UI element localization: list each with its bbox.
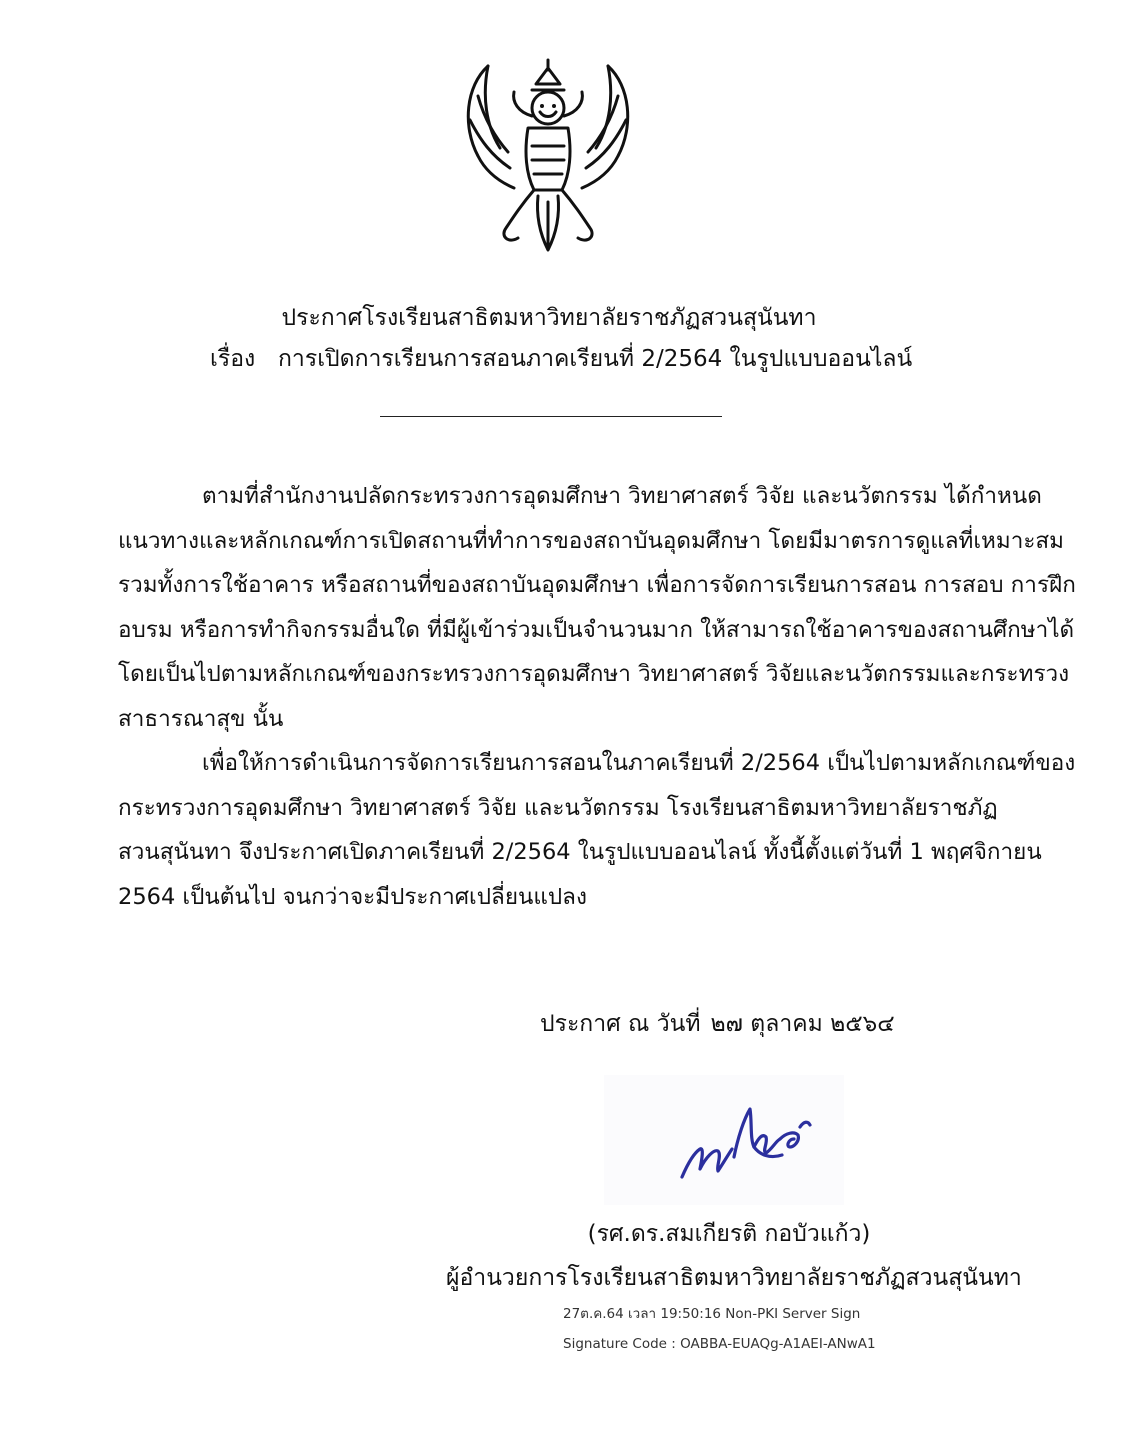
subject-line — [210, 343, 912, 375]
body-line: เพื่อให้การดำเนินการจัดการเรียนการสอนในภาคเรียนที่ 2/2564 เป็นไปตามหลักเกณฑ์ของ — [202, 750, 1076, 776]
body-line: รวมทั้งการใช้อาคาร หรือสถานที่ของสถาบันอุดมศึกษา เพื่อการจัดการเรียนการสอน การสอบ การฝึก — [118, 572, 1076, 598]
announcement-date-value: ๒๗ ตุลาคม ๒๕๖๔ — [710, 1011, 895, 1037]
announcement-date — [540, 1008, 895, 1040]
garuda-emblem-icon — [448, 56, 648, 256]
header-divider — [380, 416, 722, 417]
body-line: สวนสุนันทา จึงประกาศเปิดภาคเรียนที่ 2/2564 ในรูปแบบออนไลน์ ทั้งนี้ตั้งแต่วันที่ 1 พฤศจิกายน — [118, 839, 1042, 865]
body-line: อบรม หรือการทำกิจกรรมอื่นใด ที่มีผู้เข้าร่วมเป็นจำนวนมาก ให้สามารถใช้อาคารของสถานศึกษาได้ — [118, 616, 1075, 643]
document-title: ประกาศโรงเรียนสาธิตมหาวิทยาลัยราชภัฏสวนสุนันทา — [281, 305, 817, 331]
body-line: ตามที่สำนักงานปลัดกระทรวงการอุดมศึกษา วิทยาศาสตร์ วิจัย และนวัตกรรม ได้กำหนด — [202, 483, 1042, 509]
body-line: สาธารณาสุข นั้น — [118, 705, 284, 732]
body-line: แนวทางและหลักเกณฑ์การเปิดสถานที่ทำการของสถาบันอุดมศึกษา โดยมีมาตรการดูแลที่เหมาะสม — [118, 527, 1064, 554]
signer-position: ผู้อำนวยการโรงเรียนสาธิตมหาวิทยาลัยราชภัฏสวนสุนันทา — [446, 1265, 1022, 1291]
signature-timestamp: 27ต.ค.64 เวลา 19:50:16 Non-PKI Server Sign — [563, 1306, 861, 1322]
announcement-prefix: ประกาศ ณ วันที่ — [540, 1011, 701, 1037]
body-line: กระทรวงการอุดมศึกษา วิทยาศาสตร์ วิจัย และนวัตกรรม โรงเรียนสาธิตมหาวิทยาลัยราชภัฏ — [118, 794, 998, 821]
body-line: โดยเป็นไปตามหลักเกณฑ์ของกระทรวงการอุดมศึกษา วิทยาศาสตร์ วิจัยและนวัตกรรมและกระทรวง — [118, 661, 1070, 687]
body-line: 2564 เป็นต้นไป จนกว่าจะมีประกาศเปลี่ยนแปลง — [118, 883, 587, 910]
subject-label: เรื่อง — [210, 346, 256, 372]
signature-icon — [604, 1075, 844, 1205]
signature-code: Signature Code : OABBA-EUAQg-A1AEI-ANwA1 — [563, 1336, 876, 1352]
document-body — [118, 474, 1078, 919]
subject-text: การเปิดการเรียนการสอนภาคเรียนที่ 2/2564 ในรูปแบบออนไลน์ — [278, 346, 913, 372]
signer-name: (รศ.ดร.สมเกียรติ กอบัวแก้ว) — [587, 1221, 871, 1247]
